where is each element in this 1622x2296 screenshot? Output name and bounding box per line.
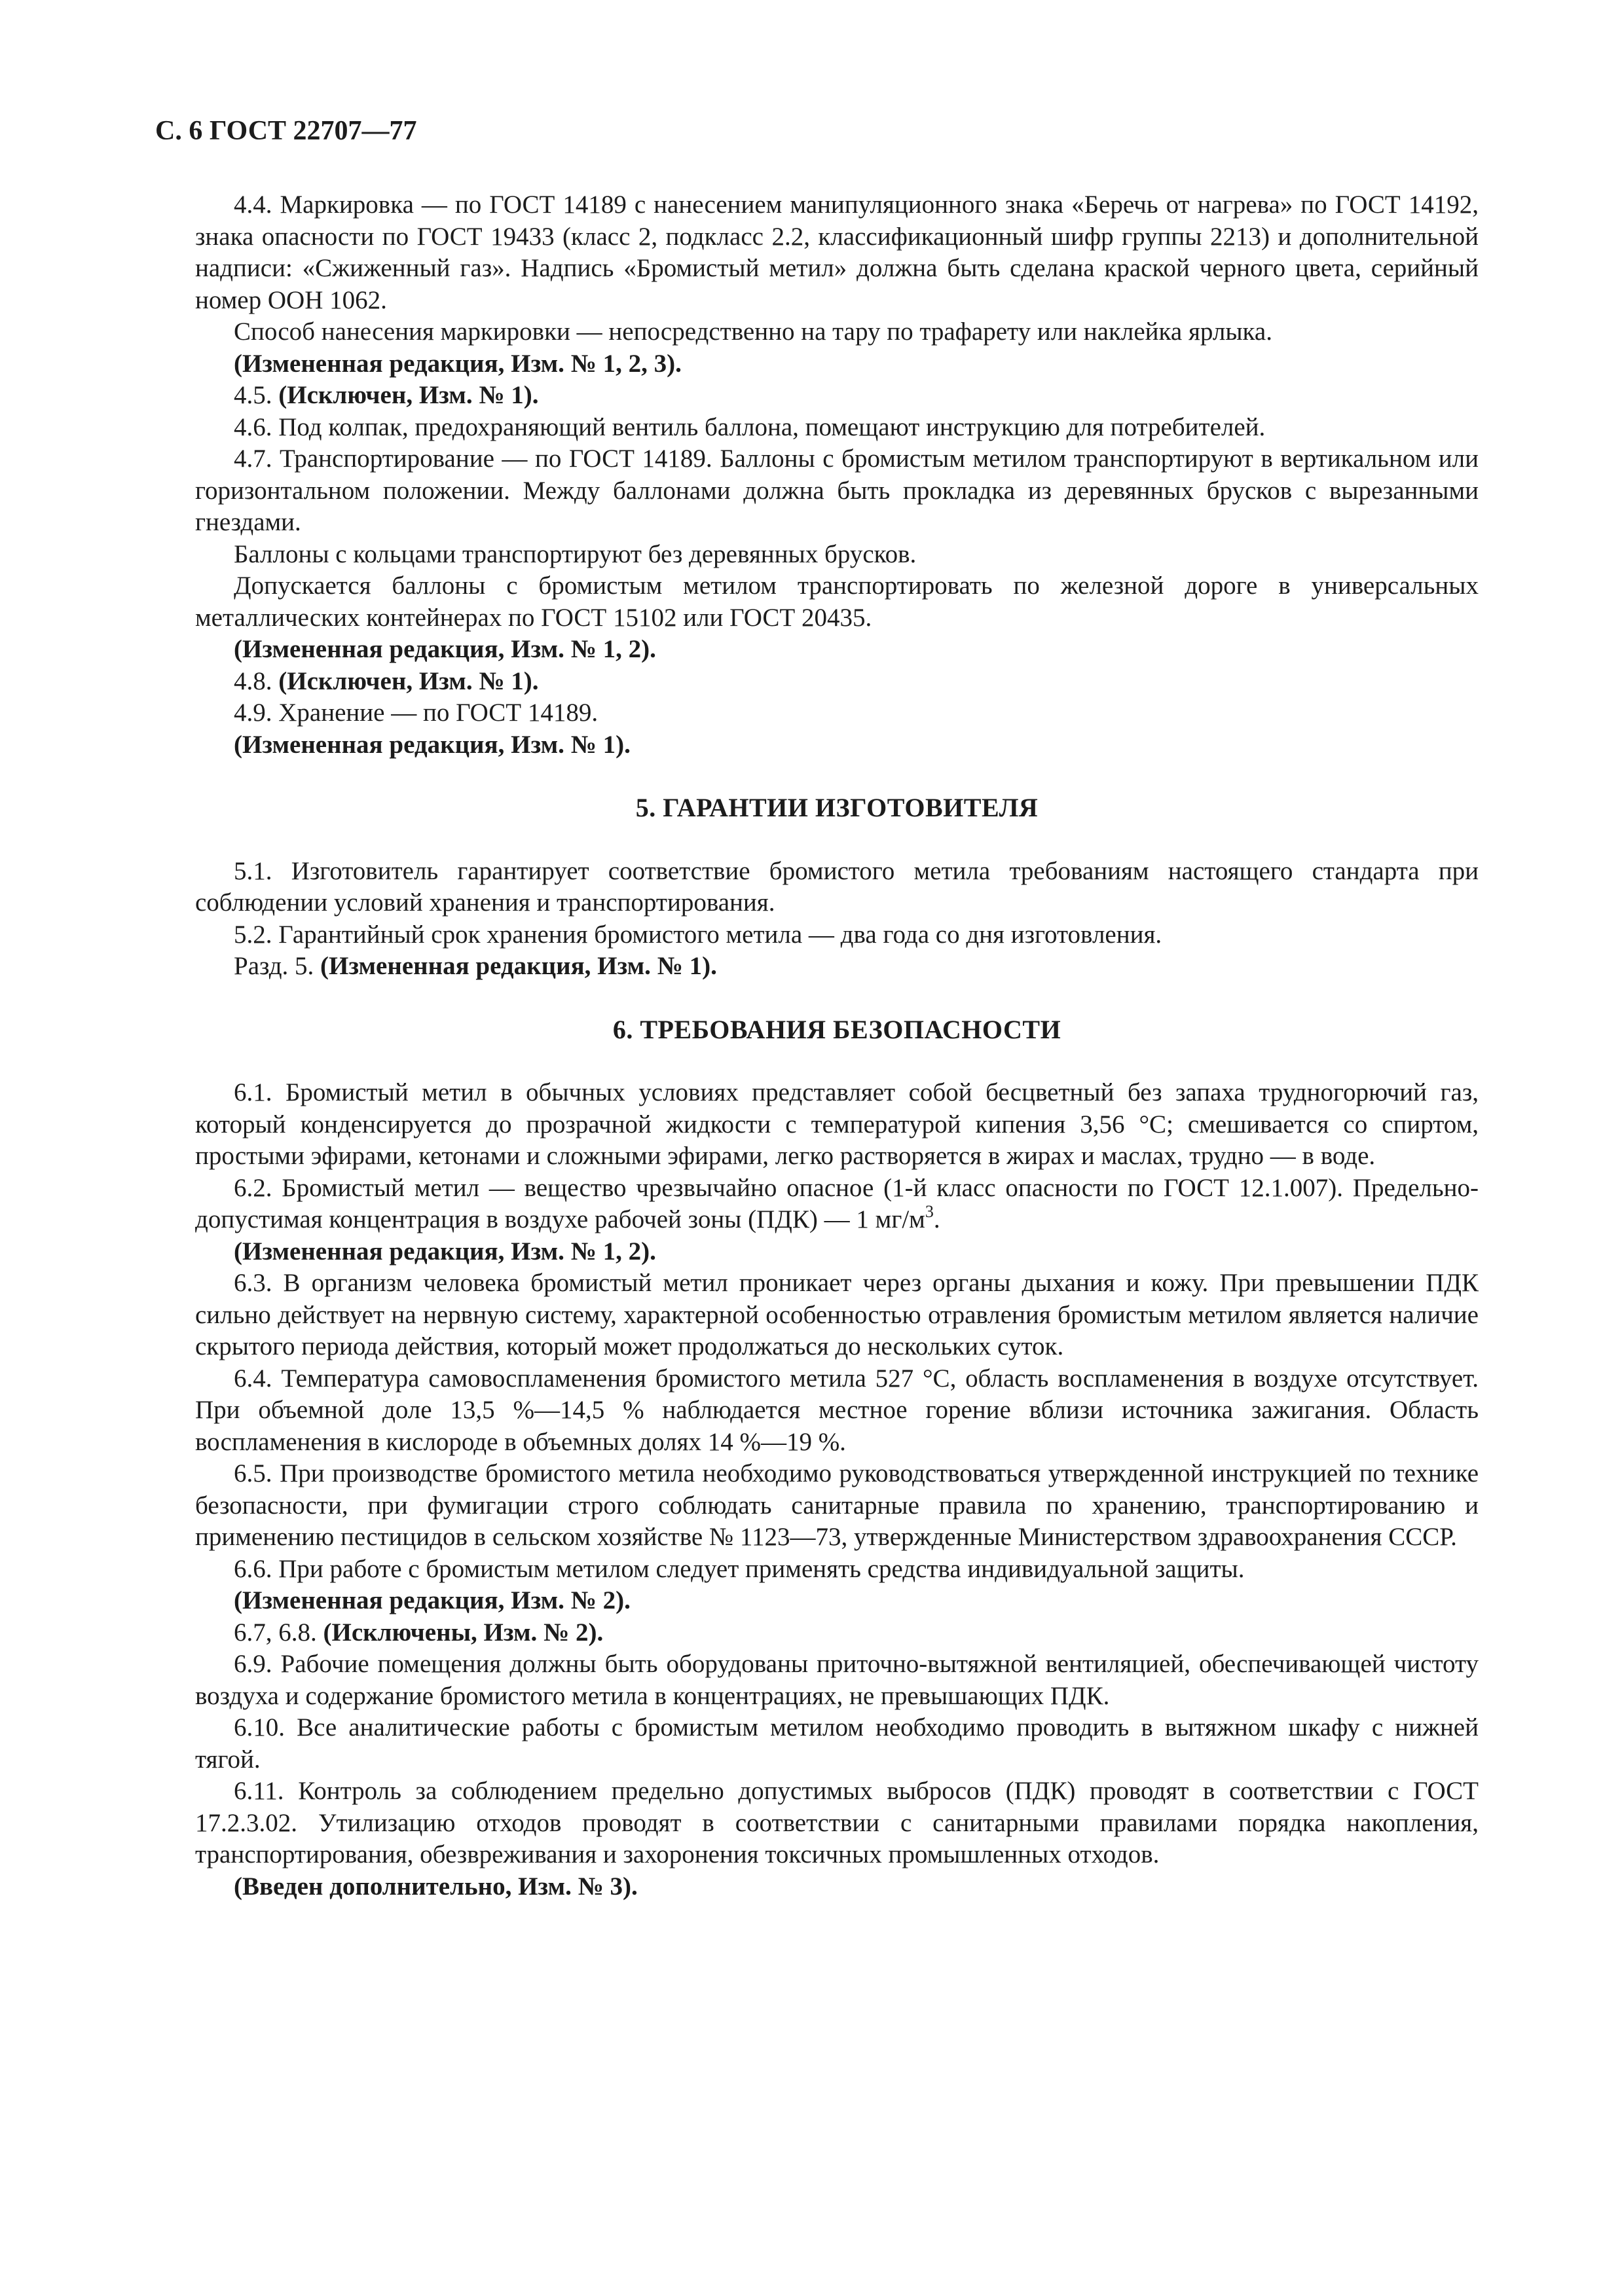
clause-6-9: 6.9. Рабочие помещения должны быть оборудованы приточно-вытяжной вентиляцией, обеспечивающей чистоту воздуха и содержание бромистого метила в концентрациях, не превышающих ПДК. bbox=[195, 1650, 1479, 1710]
clause-number: 4.5. bbox=[234, 381, 272, 409]
superscript: 3 bbox=[925, 1202, 934, 1221]
clause-6-2 bbox=[195, 1173, 1479, 1236]
clause-6-2-text: 6.2. Бромистый метил — вещество чрезвычайно опасное (1-й класс опасности по ГОСТ 12.1.007). Предельно-допустимая концентрация в воздухе рабочей зоны (ПДК) — 1 мг/м bbox=[195, 1173, 1479, 1233]
clause-4-4-marking-method: Способ нанесения маркировки — непосредственно на тару по трафарету или наклейка ярлыка. bbox=[234, 318, 1272, 346]
clause-number: 4.8. bbox=[234, 666, 272, 695]
note-prefix: Разд. 5. bbox=[234, 952, 314, 980]
section-5-note bbox=[195, 951, 1479, 983]
section-5-heading: 5. ГАРАНТИИ ИЗГОТОВИТЕЛЯ bbox=[635, 793, 1039, 822]
clause-5-1: 5.1. Изготовитель гарантирует соответствие бромистого метила требованиям настоящего стандарта при соблюдении условий хранения и транспортирования. bbox=[195, 856, 1479, 917]
clause-6-10: 6.10. Все аналитические работы с бромистым метилом необходимо проводить в вытяжном шкафу с нижней тягой. bbox=[195, 1713, 1479, 1774]
clause-5-2: 5.2. Гарантийный срок хранения бромистого метила — два года со дня изготовления. bbox=[234, 920, 1162, 949]
amendment-note: (Измененная редакция, Изм. № 2). bbox=[234, 1586, 631, 1614]
clause-6-4: 6.4. Температура самовоспламенения бромистого метила 527 °С, область воспламенения в воздухе отсутствует. При объемной доле 13,5 %—14,5 % наблюдается местное горение вблизи источника зажигания. Область воспламенения в кислороде в объемных долях 14 %—19 %. bbox=[195, 1364, 1479, 1456]
page-header: С. 6 ГОСТ 22707—77 bbox=[155, 116, 417, 146]
amendment-note: (Измененная редакция, Изм. № 1). bbox=[234, 730, 631, 759]
clause-6-7-6-8 bbox=[195, 1617, 1479, 1649]
clause-number: 6.7, 6.8. bbox=[234, 1618, 317, 1647]
clause-4-7-rings: Баллоны с кольцами транспортируют без деревянных брусков. bbox=[234, 539, 917, 568]
amendment-note: (Измененная редакция, Изм. № 1, 2, 3). bbox=[234, 349, 682, 378]
clause-4-9: 4.9. Хранение — по ГОСТ 14189. bbox=[234, 699, 599, 727]
clause-4-6: 4.6. Под колпак, предохраняющий вентиль баллона, помещают инструкцию для потребителей. bbox=[234, 412, 1266, 441]
document-body bbox=[195, 189, 1479, 1903]
clause-6-1: 6.1. Бромистый метил в обычных условиях представляет собой бесцветный без запаха трудногорючий газ, который конденсируется до прозрачной жидкости с температурой кипения 3,56 °С; смешивается со спиртом, простыми эфирами, кетонами и сложными эфирами, легко растворяется в жирах и маслах, трудно — в воде. bbox=[195, 1078, 1479, 1170]
clause-6-11: 6.11. Контроль за соблюдением предельно допустимых выбросов (ПДК) проводят в соответствии с ГОСТ 17.2.3.02. Утилизацию отходов проводят в соответствии с санитарными правилами порядка накопления, транспортирования, обезвреживания и захоронения токсичных промышленных отходов. bbox=[195, 1777, 1479, 1868]
clause-4-7-railway: Допускается баллоны с бромистым метилом транспортировать по железной дороге в универсальных металлических контейнерах по ГОСТ 15102 или ГОСТ 20435. bbox=[195, 572, 1479, 632]
amendment-note: (Исключен, Изм. № 1). bbox=[278, 381, 539, 409]
clause-6-2-end: . bbox=[933, 1205, 940, 1233]
amendment-note: (Исключены, Изм. № 2). bbox=[323, 1618, 604, 1647]
amendment-note: (Измененная редакция, Изм. № 1, 2). bbox=[234, 635, 656, 663]
amendment-note: (Введен дополнительно, Изм. № 3). bbox=[234, 1872, 638, 1901]
clause-4-5 bbox=[195, 380, 1479, 412]
clause-6-3: 6.3. В организм человека бромистый метил проникает через органы дыхания и кожу. При превышении ПДК сильно действует на нервную систему, характерной особенностью отравления бромистым метилом является наличие скрытого периода действия, который может продолжаться до нескольких суток. bbox=[195, 1269, 1479, 1360]
clause-6-5: 6.5. При производстве бромистого метила необходимо руководствоваться утвержденной инструкцией по технике безопасности, при фумигации строго соблюдать санитарные правила по хранению, транспортированию и применению пестицидов в сельском хозяйстве № 1123—73, утвержденные Министерством здравоохранения СССР. bbox=[195, 1459, 1479, 1551]
amendment-note: (Измененная редакция, Изм. № 1). bbox=[320, 952, 717, 980]
clause-4-4: 4.4. Маркировка — по ГОСТ 14189 с нанесением манипуляционного знака «Беречь от нагрева» по ГОСТ 14192, знака опасности по ГОСТ 19433 (класс 2, подкласс 2.2, классификационный шифр группы 2213) и дополнительной надписи: «Сжиженный газ». Надпись «Бромистый метил» должна быть сделана краской черного цвета, серийный номер ООН 1062. bbox=[195, 191, 1479, 314]
clause-4-7: 4.7. Транспортирование — по ГОСТ 14189. Баллоны с бромистым метилом транспортируют в вертикальном или горизонтальном положении. Между баллонами должна быть прокладка из деревянных брусков с вырезанными гнездами. bbox=[195, 445, 1479, 536]
clause-6-6: 6.6. При работе с бромистым метилом следует применять средства индивидуальной защиты. bbox=[234, 1554, 1245, 1583]
section-6-heading: 6. ТРЕБОВАНИЯ БЕЗОПАСНОСТИ bbox=[612, 1014, 1061, 1044]
amendment-note: (Измененная редакция, Изм. № 1, 2). bbox=[234, 1237, 656, 1266]
amendment-note: (Исключен, Изм. № 1). bbox=[278, 666, 539, 695]
clause-4-8 bbox=[195, 666, 1479, 698]
